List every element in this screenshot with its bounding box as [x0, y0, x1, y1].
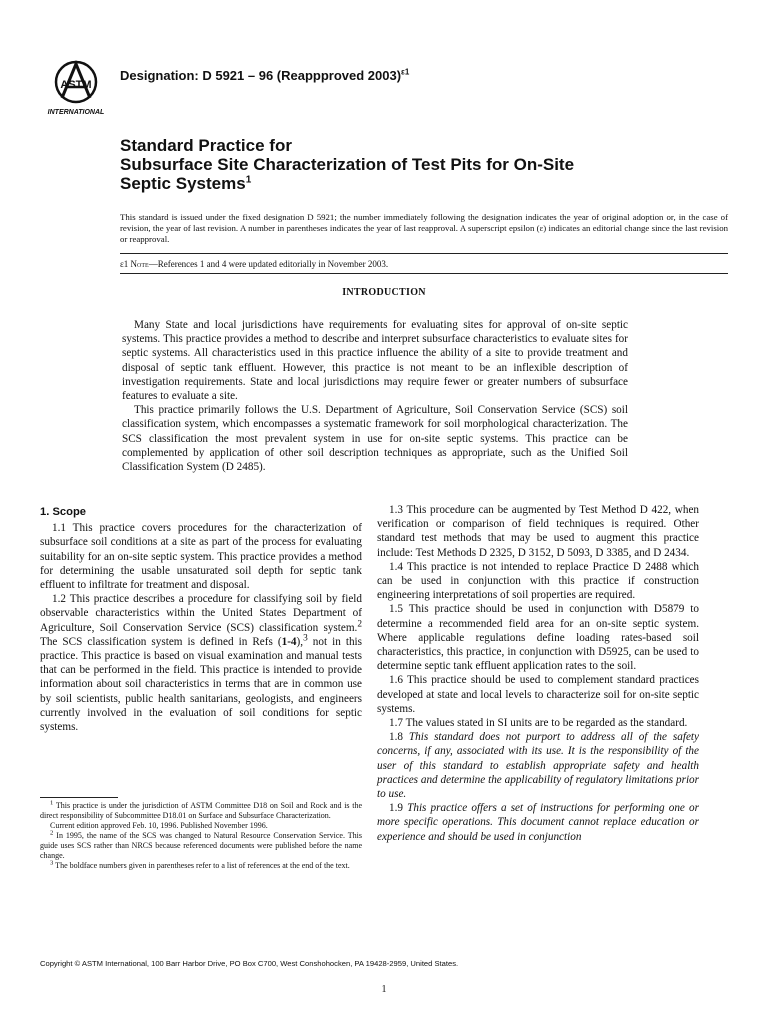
astm-logo-graphic: [40, 58, 112, 118]
editorial-note-rule-top: [120, 253, 728, 254]
section-1-2-part-d: not in this practice. This practice is based on visual examination and manual tests that can be performed in the field. This practice is intended to provide information about soil characteristics in terms that are in common use by soil scientists, public health sanitarians, geologists, and engineers currently involved in the evaluation of soil conditions for septic systems.: [40, 635, 362, 734]
scope-heading: 1. Scope: [40, 506, 87, 518]
logo-text: ASTM: [60, 79, 92, 91]
section-1-9-number: 1.9: [389, 802, 403, 815]
footnote-1-mark: 1: [50, 799, 54, 807]
footnote-2: [40, 831, 362, 861]
footnote-1: [40, 801, 362, 821]
footnote-ref-2: 2: [357, 618, 362, 629]
section-1-2-refs: 1-4: [281, 635, 297, 648]
designation: [120, 68, 409, 83]
section-1-2-part-a: 1.2 This practice describes a procedure for classifying soil by field observable characteristics within the United States Department of Agriculture, Soil Conservation Service (SCS) classification system.: [40, 593, 362, 634]
title-line-3-wrap: [120, 174, 720, 193]
page-number: 1: [381, 984, 387, 995]
section-1-2: [40, 592, 362, 734]
introduction-paragraph-2: This practice primarily follows the U.S. Department of Agriculture, Soil Conservation Service (SCS) soil classification system, which encompasses a systematic framework for soil morphological characterization. The SCS classification the most prevalent system in use for on-site septic systems. This practice can be complemented by application of other soil description techniques as appropriate, such as the Unified Soil Classification System (D 2485).: [122, 404, 628, 474]
title-line-1: Standard Practice for: [120, 136, 292, 155]
introduction-paragraph-1: Many State and local jurisdictions have requirements for evaluating sites for approval of on-site septic systems. This practice provides a method to describe and interpret subsurface characteristics to evaluate sites for septic systems. All characteristics used in this practice influence the ability of a site to provide treatment and disposal of septic tank effluent. However, this practice is not meant to be an inflexible description of investigation requirements. State and local jurisdictions may require fewer or greater numbers of subsurface features to evaluate a site.: [122, 319, 628, 403]
right-column: [377, 503, 699, 844]
introduction-heading: INTRODUCTION: [342, 287, 426, 298]
standard-issue-note: This standard is issued under the fixed designation D 5921; the number immediately following the designation indicates the year of original adoption or, in the case of revision, the year of last revision. A number in parentheses indicates the year of last reapproval. A superscript epsilon (ε) indicates an editorial change since the last revision or reapproval.: [120, 212, 728, 244]
section-1-8: [377, 730, 699, 801]
section-1-2-part-c: ),: [296, 635, 304, 648]
footnote-1-edition: Current edition approved Feb. 10, 1996. Published November 1996.: [50, 821, 268, 830]
section-1-6: 1.6 This practice should be used to complement standard practices developed at state and local levels to characterize soil for on-site septic systems.: [377, 674, 699, 715]
section-1-7: 1.7 The values stated in SI units are to be regarded as the standard.: [389, 717, 688, 730]
footnote-3-text: The boldface numbers given in parentheses refer to a list of references at the end of the text.: [53, 861, 350, 870]
editorial-note-rule-bottom: [120, 273, 728, 274]
section-1-9: [377, 801, 699, 844]
introduction-body: [122, 318, 628, 474]
section-1-9-text: This practice offers a set of instructions for performing one or more specific operations. This document cannot replace education or experience and should be used in conjunction: [377, 802, 699, 843]
footnote-2-mark: 2: [50, 829, 54, 837]
editorial-note-text: —References 1 and 4 were updated editorially in November 2003.: [148, 259, 389, 269]
designation-text: Designation: D 5921 – 96 (Reappproved 2003): [120, 68, 402, 83]
editorial-note-mark: ε1: [120, 259, 129, 269]
footnote-3-mark: 3: [50, 859, 54, 867]
section-1-2-part-b: The SCS classification system is defined in Refs (: [40, 635, 282, 648]
astm-logo: [40, 58, 112, 118]
footnote-ref-3: 3: [303, 633, 308, 644]
footnote-2-text: In 1995, the name of the SCS was changed to Natural Resource Conservation Service. This guide uses SCS rather than NRCS because referenced documents were published before the name change.: [40, 831, 362, 860]
document-title: [120, 136, 720, 193]
footnote-rule: [40, 797, 118, 798]
logo-subtext: INTERNATIONAL: [47, 109, 105, 116]
section-1-4: 1.4 This practice is not intended to replace Practice D 2488 which can be used in conjunction with this practice if construction engineering interpretations of soil properties are required.: [377, 560, 699, 602]
copyright-line: Copyright © ASTM International, 100 Barr Harbor Drive, PO Box C700, West Conshohocken, PA 19428-2959, United States.: [40, 959, 459, 968]
title-footnote-mark: 1: [245, 174, 252, 186]
editorial-note-label: Note: [130, 259, 149, 269]
section-1-3: 1.3 This procedure can be augmented by Test Method D 422, when verification or comparison of field techniques is required. Other standard test methods that may be used to augment this practice include: Test Methods D 2325, D 3152, D 5093, D 3385, and D 2434.: [377, 504, 699, 559]
left-column: [40, 505, 362, 734]
section-1-8-text: This standard does not purport to address all of the safety concerns, if any, associated with its use. It is the responsibility of the user of this standard to establish appropriate safety and health practices and determine the applicability of regulatory limitations prior to use.: [377, 731, 699, 801]
section-1-8-number: 1.8: [389, 731, 403, 744]
footnote-1-text: This practice is under the jurisdiction of ASTM Committee D18 on Soil and Rock and is the direct responsibility of Subcommittee D18.01 on Surface and Subsurface Characterization.: [40, 801, 362, 820]
title-line-2: Subsurface Site Characterization of Test Pits for On-Site: [120, 155, 575, 174]
designation-epsilon: ε1: [401, 67, 410, 77]
title-line-3: Septic Systems: [120, 174, 246, 193]
section-1-1: 1.1 This practice covers procedures for the characterization of subsurface soil conditions at a site as part of the process for evaluating suitability for an on-site septic system. This practice provides a method for determining the usable unsaturated soil depth for septic tank effluent to infiltrate for treatment and disposal.: [40, 522, 362, 592]
footnotes: [40, 801, 362, 871]
footnote-3: [40, 861, 362, 871]
editorial-note: [120, 259, 728, 270]
section-1-5: 1.5 This practice should be used in conjunction with D5879 to determine a recommended field area for an on-site septic system. Where applicable regulations define loading rates-based soil characteristics, this practice, in conjunction with D5925, can be used to determine septic tank effluent application rates to the soil.: [377, 603, 699, 673]
